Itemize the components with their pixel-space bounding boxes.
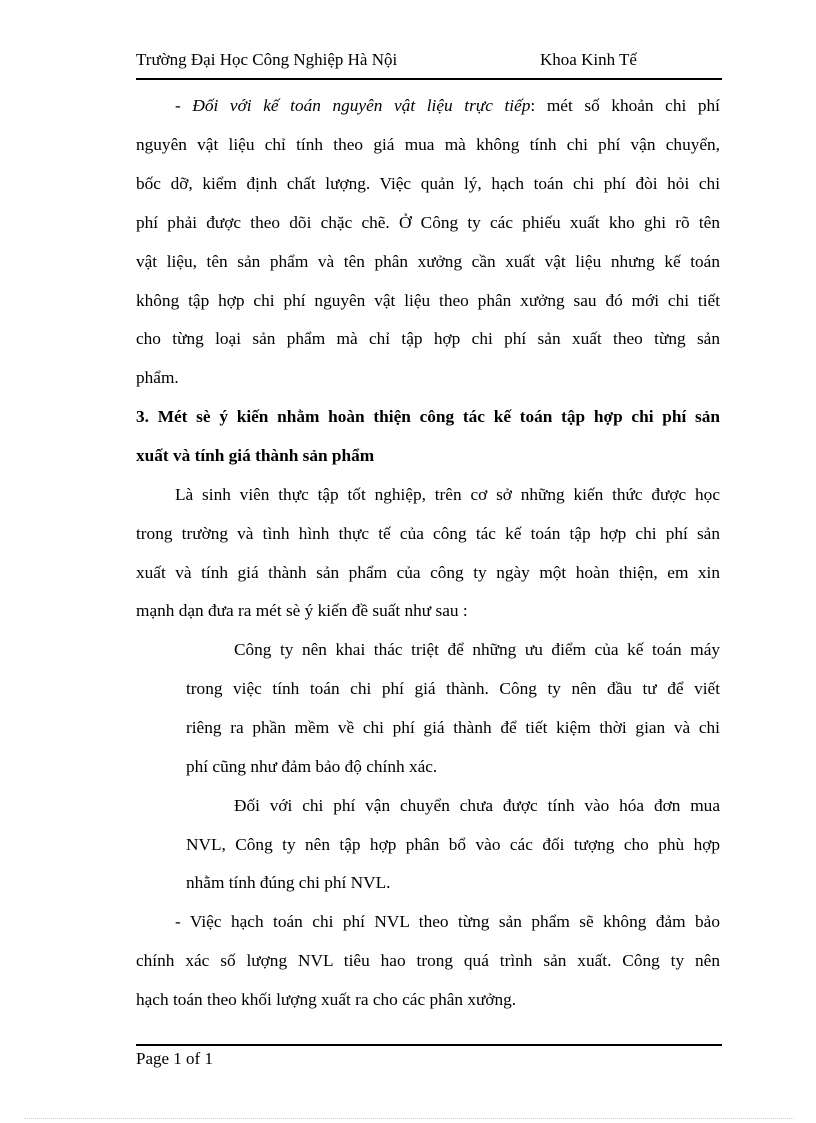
paragraph-line bbox=[175, 96, 720, 116]
bullet-line: - Việc hạch toán chi phí NVL theo từng sản phẩm sẽ không đảm bảo bbox=[175, 912, 720, 931]
dash: - bbox=[175, 96, 193, 115]
school-name: Trường Đại Học Công Nghiệp Hà Nội bbox=[136, 50, 398, 69]
paragraph-line: mạnh dạn đưa ra mét sè ý kiến đề suất như sau : bbox=[136, 601, 468, 620]
section-heading: xuất và tính giá thành sản phẩm bbox=[136, 446, 375, 465]
paragraph-line: nguyên vật liệu chỉ tính theo giá mua mà không tính chi phí vận chuyển, bbox=[136, 135, 720, 154]
bullet-line: nhằm tính đúng chi phí NVL. bbox=[186, 873, 391, 892]
paragraph-line: hạch toán theo khối lượng xuất ra cho các phân xưởng. bbox=[136, 990, 517, 1009]
page-header bbox=[136, 48, 722, 80]
section-heading: 3. Mét sè ý kiến nhằm hoàn thiện công tác kế toán tập hợp chi phí sản bbox=[136, 407, 720, 426]
paragraph-line: bốc dỡ, kiểm định chất lượng. Việc quản lý, hạch toán chi phí đòi hỏi chi bbox=[136, 174, 720, 193]
faculty-name: Khoa Kinh Tế bbox=[540, 50, 637, 69]
paragraph-line: cho từng loại sản phẩm mà chỉ tập hợp chi phí sản xuất theo từng sản bbox=[136, 329, 720, 348]
text-span: : mét số khoản chi phí bbox=[530, 96, 720, 115]
page-edge-divider bbox=[24, 1118, 794, 1119]
page-number: Page 1 of 1 bbox=[136, 1049, 213, 1068]
paragraph-line: vật liệu, tên sản phẩm và tên phân xưởng cần xuất vật liệu nhưng kế toán bbox=[136, 252, 720, 271]
paragraph-line: chính xác số lượng NVL tiêu hao trong quá trình sản xuất. Công ty nên bbox=[136, 951, 720, 970]
bullet-line: trong việc tính toán chi phí giá thành. Công ty nên đầu tư để viết bbox=[186, 679, 720, 698]
bullet-line: riêng ra phần mềm về chi phí giá thành để tiết kiệm thời gian và chi bbox=[186, 718, 720, 737]
bullet-line: Công ty nên khai thác triệt để những ưu điểm của kế toán máy bbox=[234, 640, 720, 659]
paragraph-line: không tập hợp chi phí nguyên vật liệu theo phân xưởng sau đó mới chi tiết bbox=[136, 291, 720, 310]
paragraph-line: phí phải được theo dõi chặc chẽ. Ở Công ty các phiếu xuất kho ghi rõ tên bbox=[136, 213, 720, 232]
paragraph-line: Là sinh viên thực tập tốt nghiệp, trên cơ sở những kiến thức được học bbox=[175, 485, 720, 504]
bullet-line: NVL, Công ty nên tập hợp phân bổ vào các đối tượng cho phù hợp bbox=[186, 835, 720, 854]
paragraph-line: xuất và tính giá thành sản phẩm của công ty ngày một hoàn thiện, em xin bbox=[136, 563, 720, 582]
bullet-line: Đối với chi phí vận chuyển chưa được tính vào hóa đơn mua bbox=[234, 796, 720, 815]
footer-rule bbox=[136, 1044, 722, 1046]
italic-phrase: Đối với kế toán nguyên vật liệu trực tiếp bbox=[192, 96, 531, 115]
paragraph-line: trong trường và tình hình thực tế của công tác kế toán tập hợp chi phí sản bbox=[136, 524, 720, 543]
bullet-line: phí cũng như đảm bảo độ chính xác. bbox=[186, 757, 438, 776]
paragraph-line: phẩm. bbox=[136, 368, 179, 387]
